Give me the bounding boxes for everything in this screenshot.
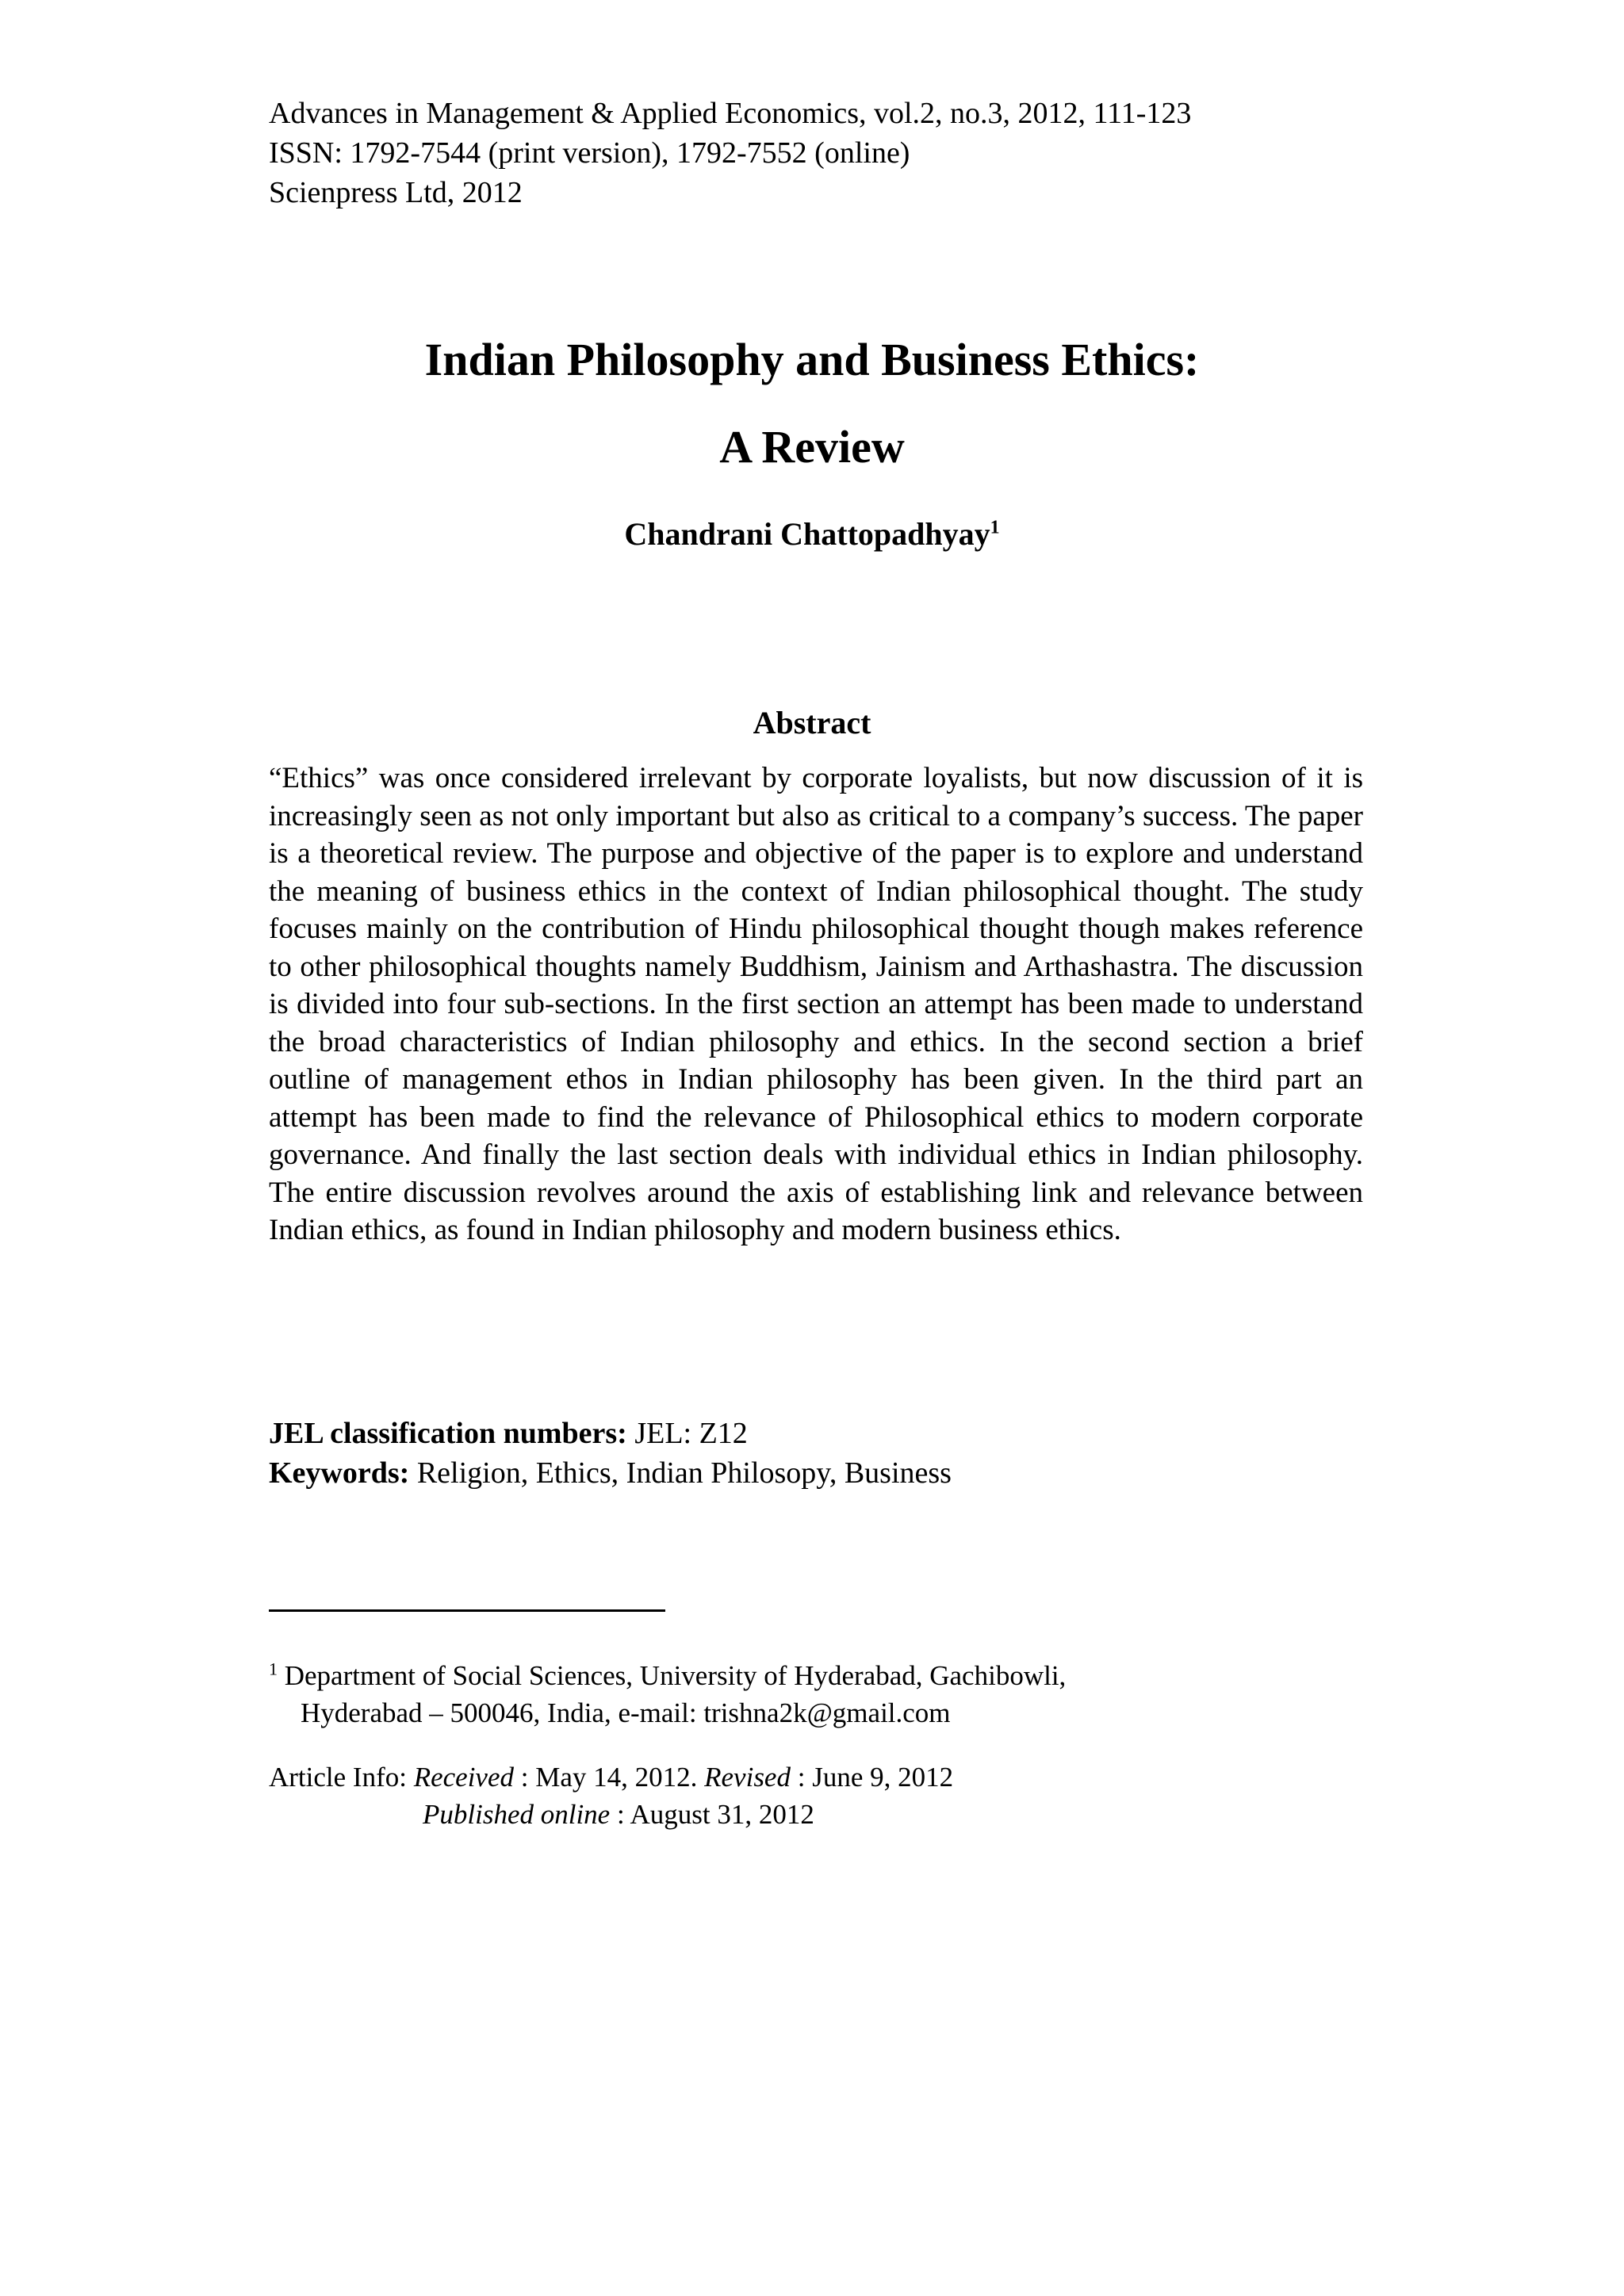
- jel-classification: [269, 1416, 1379, 1451]
- keywords-label: Keywords:: [269, 1456, 410, 1490]
- published-label: Published online: [423, 1799, 611, 1830]
- article-info-label: Article Info:: [269, 1762, 407, 1793]
- footnote-divider: [269, 1609, 665, 1612]
- keywords-value: Religion, Ethics, Indian Philosopy, Business: [416, 1456, 952, 1490]
- abstract-heading: Abstract: [753, 705, 871, 740]
- received-date: : May 14, 2012.: [520, 1762, 698, 1793]
- author-footnote-mark: 1: [990, 517, 1000, 538]
- author-name: Chandrani Chattopadhyay: [624, 516, 990, 552]
- paper-title-line-2: A Review: [719, 421, 905, 473]
- affiliation-line-1: Department of Social Sciences, University of Hyderabad, Gachibowli,: [284, 1660, 1067, 1691]
- received-label: Received: [413, 1762, 514, 1793]
- issn-line: ISSN: 1792-7544 (print version), 1792-7552 (online): [269, 136, 910, 170]
- article-info: [269, 1758, 1379, 1833]
- revised-date: : June 9, 2012: [797, 1762, 954, 1793]
- author-byline: [0, 515, 1624, 553]
- keywords: [269, 1456, 1379, 1490]
- jel-label: JEL classification numbers:: [269, 1417, 627, 1450]
- published-date: : August 31, 2012: [616, 1799, 814, 1830]
- abstract-text: “Ethics” was once considered irrelevant by corporate loyalists, but now discussion of it is increasingly seen as not only important but also as critical to a company’s success. The paper is a theoretical review. The purpose and objective of the paper is to explore and understand the meaning of business ethics in the context of Indian philosophical thought. The study focuses mainly on the contribution of Hindu philosophical thought though makes reference to other philosophical thoughts namely Buddhism, Jainism and Arthashastra. The discussion is divided into four sub-sections. In the first section an attempt has been made to understand the broad characteristics of Indian philosophy and ethics. In the second section a brief outline of management ethos in Indian philosophy has been given. In the third part an attempt has been made to find the relevance of Philosophical ethics to modern corporate governance. And finally the last section deals with individual ethics in Indian philosophy. The entire discussion revolves around the axis of establishing link and relevance between Indian ethics, as found in Indian philosophy and modern business ethics.: [269, 762, 1363, 1246]
- affiliation-line-2: Hyderabad – 500046, India, e-mail: trishna2k@gmail.com: [301, 1697, 951, 1728]
- author-affiliation-footnote: [269, 1657, 1379, 1732]
- jel-value: JEL: Z12: [634, 1417, 748, 1450]
- journal-citation: Advances in Management & Applied Economics, vol.2, no.3, 2012, 111-123: [269, 97, 1192, 130]
- footnote-mark: 1: [269, 1659, 278, 1679]
- publisher-line: Scienpress Ltd, 2012: [269, 176, 523, 209]
- journal-header: [269, 94, 1458, 212]
- paper-title-line-1: Indian Philosophy and Business Ethics:: [424, 334, 1200, 385]
- revised-label: Revised: [704, 1762, 791, 1793]
